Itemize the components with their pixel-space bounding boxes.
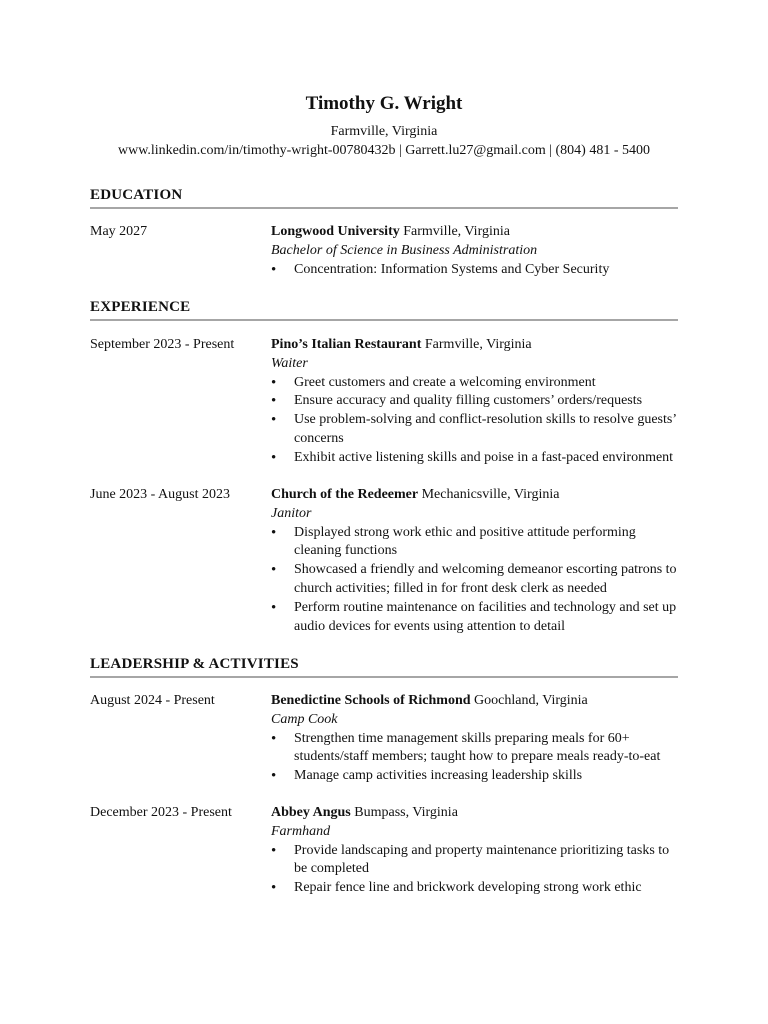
section-education-header bbox=[90, 185, 678, 205]
section-divider bbox=[90, 676, 678, 678]
bullet-item: • Strengthen time management skills preparing meals for 60+ students/staff members; taught how to prepare meals ready-to-eat bbox=[271, 730, 681, 768]
entry-date: December 2023 - Present bbox=[90, 805, 232, 820]
bullet-item: • Perform routine maintenance on facilities and technology and set up audio devices for events using attention to detail bbox=[271, 599, 681, 637]
header-contact: www.linkedin.com/in/timothy-wright-00780432b | Garrett.lu27@gmail.com | (804) 481 - 5400 bbox=[117, 143, 650, 158]
entry-role: Bachelor of Science in Business Administration bbox=[271, 242, 538, 258]
entry-bullets bbox=[271, 730, 681, 786]
section-title: EDUCATION bbox=[90, 187, 183, 203]
entry-body bbox=[271, 336, 681, 468]
bullet-item: • Repair fence line and brickwork developing strong work ethic bbox=[271, 879, 681, 898]
section-divider bbox=[90, 207, 678, 209]
entry-organization: Abbey Angus bbox=[271, 805, 351, 820]
entry-organization: Benedictine Schools of Richmond bbox=[271, 693, 471, 708]
bullet-item: • Exhibit active listening skills and poise in a fast-paced environment bbox=[271, 449, 681, 468]
entry-organization: Longwood University bbox=[271, 224, 400, 239]
entry-bullets bbox=[271, 842, 681, 898]
bullet-item: • Ensure accuracy and quality filling customers’ orders/requests bbox=[271, 392, 681, 411]
entry-organization: Church of the Redeemer bbox=[271, 487, 419, 502]
section-title: LEADERSHIP & ACTIVITIES bbox=[90, 656, 299, 672]
bullet-item: • Greet customers and create a welcoming environment bbox=[271, 374, 681, 393]
entry-role: Camp Cook bbox=[271, 711, 338, 727]
entry-role: Janitor bbox=[271, 505, 312, 521]
entry-date: May 2027 bbox=[90, 224, 148, 239]
entry-body bbox=[271, 486, 681, 636]
entry-body bbox=[271, 804, 681, 898]
entry-bullets bbox=[271, 374, 681, 468]
header-location: Farmville, Virginia bbox=[330, 124, 438, 139]
entry-role: Waiter bbox=[271, 355, 308, 371]
section-experience-header bbox=[90, 297, 678, 317]
entry-location: Bumpass, Virginia bbox=[354, 805, 458, 820]
resume-name: Timothy G. Wright bbox=[305, 93, 463, 114]
bullet-item: • Showcased a friendly and welcoming demeanor escorting patrons to church activities; filled in for front desk clerk as needed bbox=[271, 561, 681, 599]
entry-date: September 2023 - Present bbox=[90, 337, 235, 352]
bullet-item: • Use problem-solving and conflict-resolution skills to resolve guests’ concerns bbox=[271, 411, 681, 449]
bullet-item: • Displayed strong work ethic and positive attitude performing cleaning functions bbox=[271, 524, 681, 562]
bullet-item: • Concentration: Information Systems and Cyber Security bbox=[271, 261, 681, 280]
entry-bullets bbox=[271, 261, 681, 280]
section-divider bbox=[90, 319, 678, 321]
entry-location: Mechanicsville, Virginia bbox=[421, 487, 560, 502]
bullet-item: • Manage camp activities increasing leadership skills bbox=[271, 767, 681, 786]
entry-location: Farmville, Virginia bbox=[403, 224, 510, 239]
entry-location: Goochland, Virginia bbox=[474, 693, 588, 708]
bullet-item: • Provide landscaping and property maintenance prioritizing tasks to be completed bbox=[271, 842, 681, 880]
entry-body bbox=[271, 223, 681, 279]
entry-role: Farmhand bbox=[271, 823, 331, 839]
entry-date: August 2024 - Present bbox=[90, 693, 215, 708]
entry-bullets bbox=[271, 524, 681, 637]
entry-body bbox=[271, 692, 681, 786]
entry-location: Farmville, Virginia bbox=[424, 337, 532, 352]
entry-date: June 2023 - August 2023 bbox=[90, 487, 230, 502]
section-title: EXPERIENCE bbox=[90, 299, 191, 315]
section-leadership-header bbox=[90, 654, 678, 674]
entry-organization: Pino’s Italian Restaurant bbox=[271, 337, 422, 352]
